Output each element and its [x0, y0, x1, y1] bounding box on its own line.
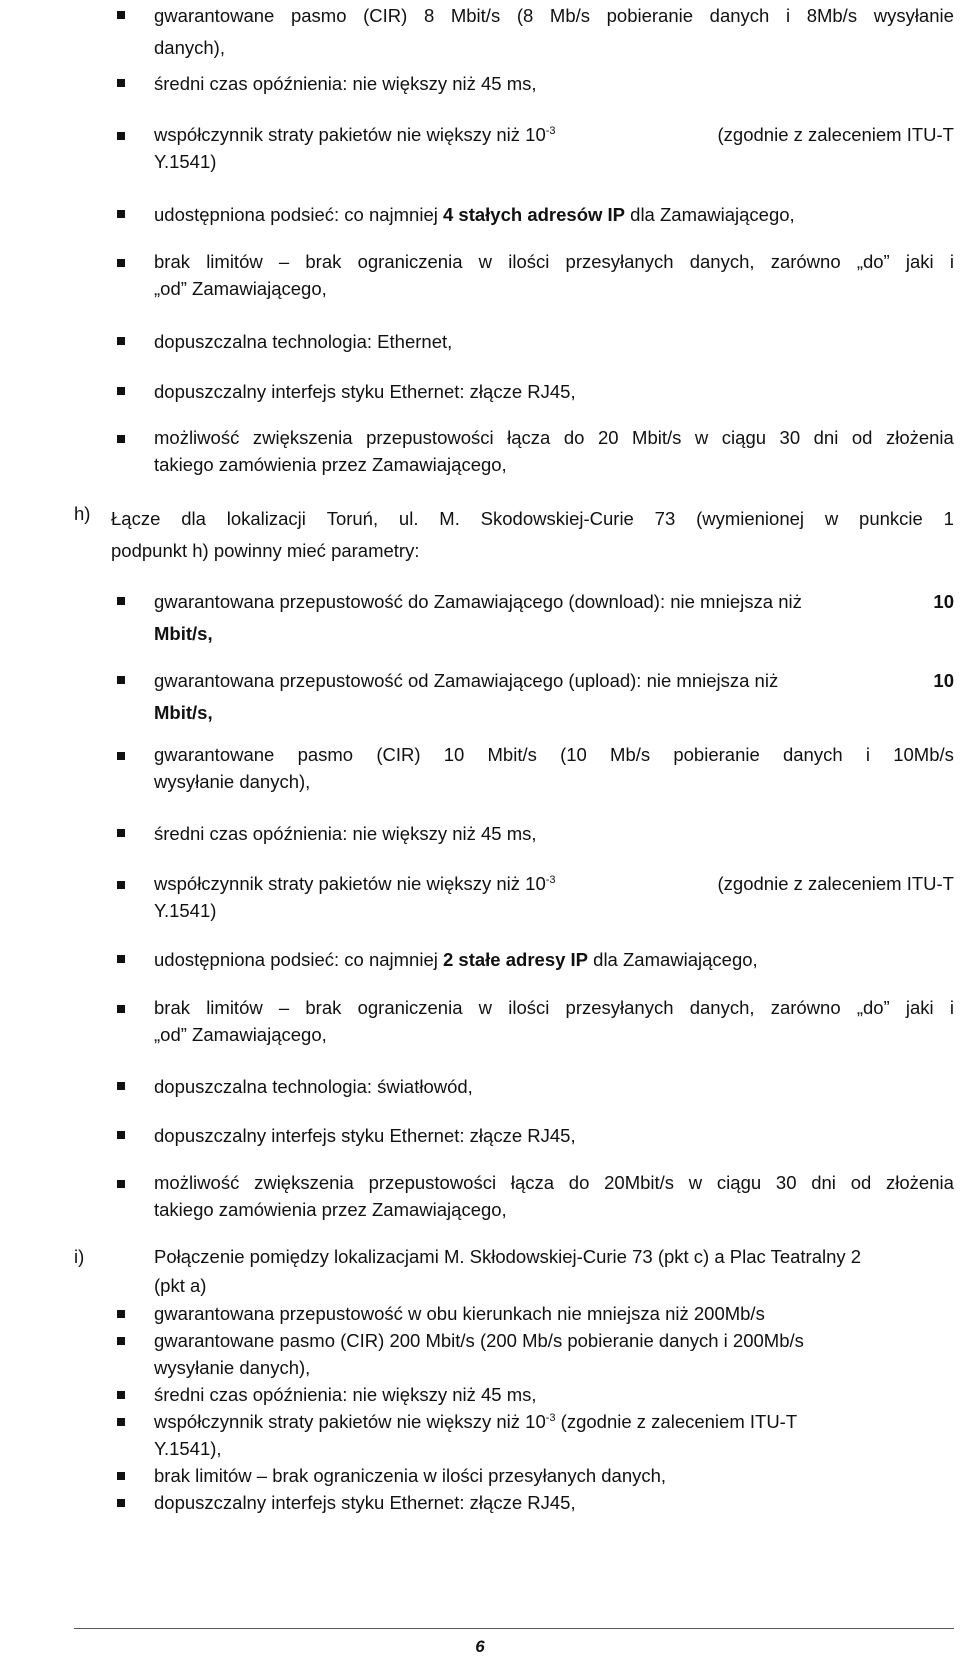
list-item-text: gwarantowana przepustowość do Zamawiającego (download): nie mniejsza niż: [154, 591, 802, 612]
square-bullet-icon: [117, 1082, 125, 1090]
list-item-text: średni czas opóźnienia: nie większy niż 45 ms,: [154, 1384, 537, 1405]
list-item-text: (zgodnie z zaleceniem ITU-T: [717, 124, 954, 145]
square-bullet-icon: [117, 337, 125, 345]
square-bullet-icon: [117, 1131, 125, 1139]
square-bullet-icon: [117, 676, 125, 684]
section-heading: (pkt a): [154, 1275, 207, 1296]
superscript: -3: [545, 873, 556, 886]
list-item-text: danych),: [154, 37, 225, 58]
square-bullet-icon: [117, 1472, 125, 1480]
square-bullet-icon: [117, 1499, 125, 1507]
list-item-text: gwarantowane pasmo (CIR) 200 Mbit/s (200 Mb/s pobieranie danych i 200Mb/s: [154, 1330, 804, 1351]
list-item-text: gwarantowana przepustowość od Zamawiającego (upload): nie mniejsza niż: [154, 670, 779, 691]
page-number: 6: [475, 1637, 485, 1656]
list-item-text: dopuszczalny interfejs styku Ethernet: złącze RJ45,: [154, 381, 576, 402]
list-item-text: Y.1541),: [154, 1438, 222, 1459]
list-item-text: wysyłanie danych),: [154, 1357, 311, 1378]
square-bullet-icon: [117, 1337, 125, 1345]
list-item-text: brak limitów – brak ograniczenia w ilości przesyłanych danych, zarówno „do” jaki i: [154, 251, 954, 272]
list-item-text: (zgodnie z zaleceniem ITU-T: [717, 873, 954, 894]
document-page: gwarantowane pasmo (CIR) 8 Mbit/s (8 Mb/s pobieranie danych i 8Mb/s wysyłanie danych), średni czas opóźnienia: nie większy niż 45 ms, współczynnik straty pakietów nie większy niż $10^{-3}$ (zgodnie z zaleceniem ITU-T Y.1541) udostępniona podsieć: co najmniej 4 stałych adresów IP dla Zamawiającego, brak limitów – brak ograniczenia w ilości przesyłanych danych, zarówno „do” jaki i „od” Zamawiającego, dopuszczalna technologia: Ethernet, dopuszczalny interfejs styku Ethernet: złącze RJ45, możliwość zwiększenia przepustowości łącza do 20 Mbit/s w ciągu 30 dni od złożenia takiego zamówienia przez Zamawiającego, h) Łącze dla lokalizacji Toruń, ul. M. Skodowskiej-Curie 73 (wymienionej w punkcie 1 podpunkt h) powinny mieć parametry: gwarantowana przepustowość do Zamawiającego (download): nie mniejsza niż 10 Mbit/s, gwarantowana przepustowość od Zamawiającego (upload): nie mniejsza niż 10 Mbit/s, gwarantowane pasmo (CIR) 10 Mbit/s (10 Mb/s pobieranie danych i 10Mb/s wysyłanie danych), średni czas opóźnienia: nie większy niż 45 ms, współczynnik straty pakietów nie większy niż $10^{-3}$ (zgodnie z zaleceniem ITU-T Y.1541) udostępniona podsieć: co najmniej 2 stałe adresy IP dla Zamawiającego, brak limitów – brak ograniczenia w ilości przesyłanych danych, zarówno „do” jaki i „od” Zamawiającego, dopuszczalna technologia: światłowód, dopuszczalny interfejs styku Ethernet: złącze RJ45, możliwość zwiększenia przepustowości łącza do 20Mbit/s w ciągu 30 dni od złożenia takiego zamówienia przez Zamawiającego, i) Połączenie pomiędzy lokalizacjami M. Skłodowskiej-Curie 73 (pkt c) a Plac Teatralny 2 (pkt a) gwarantowana przepustowość w obu kierunkach nie mniejsza niż 200Mb/s gwarantowane pasmo (CIR) 200 Mbit/s (200 Mb/s pobieranie danych i 200Mb/s wysyłanie danych), średni czas opóźnienia: nie większy niż 45 ms, współczynnik straty pakietów nie większy niż $10^{-3}$ (zgodnie z zaleceniem ITU-T Y.1541), brak limitów – brak ograniczenia w ilości przesyłanych danych, dopuszczalny interfejs styku Ethernet: złącze RJ45, 6: [0, 0, 960, 1666]
list-item-text: „od” Zamawiającego,: [154, 1024, 327, 1045]
square-bullet-icon: [117, 829, 125, 837]
list-item-text: brak limitów – brak ograniczenia w ilości przesyłanych danych, zarówno „do” jaki i: [154, 997, 954, 1018]
square-bullet-icon: [117, 11, 125, 19]
square-bullet-icon: [117, 210, 125, 218]
list-item-text: współczynnik straty pakietów nie większy niż 10: [154, 124, 546, 145]
list-item-text: możliwość zwiększenia przepustowości łącza do 20Mbit/s w ciągu 30 dni od złożenia: [154, 1172, 954, 1193]
list-item-text: (zgodnie z zaleceniem ITU-T: [555, 1411, 798, 1432]
list-item-text: możliwość zwiększenia przepustowości łącza do 20 Mbit/s w ciągu 30 dni od złożenia: [154, 427, 954, 448]
list-item-text: gwarantowane pasmo (CIR) 8 Mbit/s (8 Mb/s pobieranie danych i 8Mb/s wysyłanie: [154, 5, 954, 26]
bold-text: 10: [933, 670, 954, 691]
bold-text: 10: [933, 591, 954, 612]
list-item-text: średni czas opóźnienia: nie większy niż 45 ms,: [154, 73, 537, 94]
square-bullet-icon: [117, 1418, 125, 1426]
list-item-text: Y.1541): [154, 151, 217, 172]
list-item-text: dopuszczalny interfejs styku Ethernet: złącze RJ45,: [154, 1492, 576, 1513]
square-bullet-icon: [117, 597, 125, 605]
square-bullet-icon: [117, 435, 125, 443]
square-bullet-icon: [117, 752, 125, 760]
section-heading: podpunkt h) powinny mieć parametry:: [111, 540, 420, 561]
bold-text: Mbit/s,: [154, 702, 213, 723]
list-item-text: takiego zamówienia przez Zamawiającego,: [154, 454, 507, 475]
square-bullet-icon: [117, 1310, 125, 1318]
footer-divider: [74, 1628, 954, 1629]
section-heading: Łącze dla lokalizacji Toruń, ul. M. Skodowskiej-Curie 73 (wymienionej w punkcie 1: [111, 508, 954, 529]
list-item-text: średni czas opóźnienia: nie większy niż 45 ms,: [154, 823, 537, 844]
list-item-text: współczynnik straty pakietów nie większy niż 10: [154, 1411, 546, 1432]
list-item-text: Y.1541): [154, 900, 217, 921]
bold-text: 4 stałych adresów IP: [443, 204, 626, 225]
square-bullet-icon: [117, 955, 125, 963]
list-item-text: brak limitów – brak ograniczenia w ilości przesyłanych danych,: [154, 1465, 667, 1486]
list-item-text: współczynnik straty pakietów nie większy niż 10: [154, 873, 546, 894]
list-item-text: gwarantowana przepustowość w obu kierunkach nie mniejsza niż 200Mb/s: [154, 1303, 765, 1324]
square-bullet-icon: [117, 1005, 125, 1013]
square-bullet-icon: [117, 881, 125, 889]
list-item-text: dopuszczalny interfejs styku Ethernet: złącze RJ45,: [154, 1125, 576, 1146]
list-item-text: gwarantowane pasmo (CIR) 10 Mbit/s (10 Mb/s pobieranie danych i 10Mb/s: [154, 744, 954, 765]
superscript: -3: [545, 124, 556, 137]
square-bullet-icon: [117, 1391, 125, 1399]
square-bullet-icon: [117, 1180, 125, 1188]
section-marker: h): [74, 503, 91, 524]
square-bullet-icon: [117, 132, 125, 140]
list-item-text: dopuszczalna technologia: Ethernet,: [154, 331, 453, 352]
square-bullet-icon: [117, 259, 125, 267]
section-heading: Połączenie pomiędzy lokalizacjami M. Skłodowskiej-Curie 73 (pkt c) a Plac Teatralny 2: [154, 1246, 862, 1267]
superscript: -3: [545, 1411, 556, 1424]
square-bullet-icon: [117, 79, 125, 87]
bold-text: 2 stałe adresy IP: [443, 949, 589, 970]
list-item-text: takiego zamówienia przez Zamawiającego,: [154, 1199, 507, 1220]
section-marker: i): [74, 1246, 85, 1267]
list-item-text: „od” Zamawiającego,: [154, 278, 327, 299]
bold-text: Mbit/s,: [154, 623, 213, 644]
list-item-text: wysyłanie danych),: [154, 771, 311, 792]
square-bullet-icon: [117, 387, 125, 395]
list-item-text: dopuszczalna technologia: światłowód,: [154, 1076, 473, 1097]
